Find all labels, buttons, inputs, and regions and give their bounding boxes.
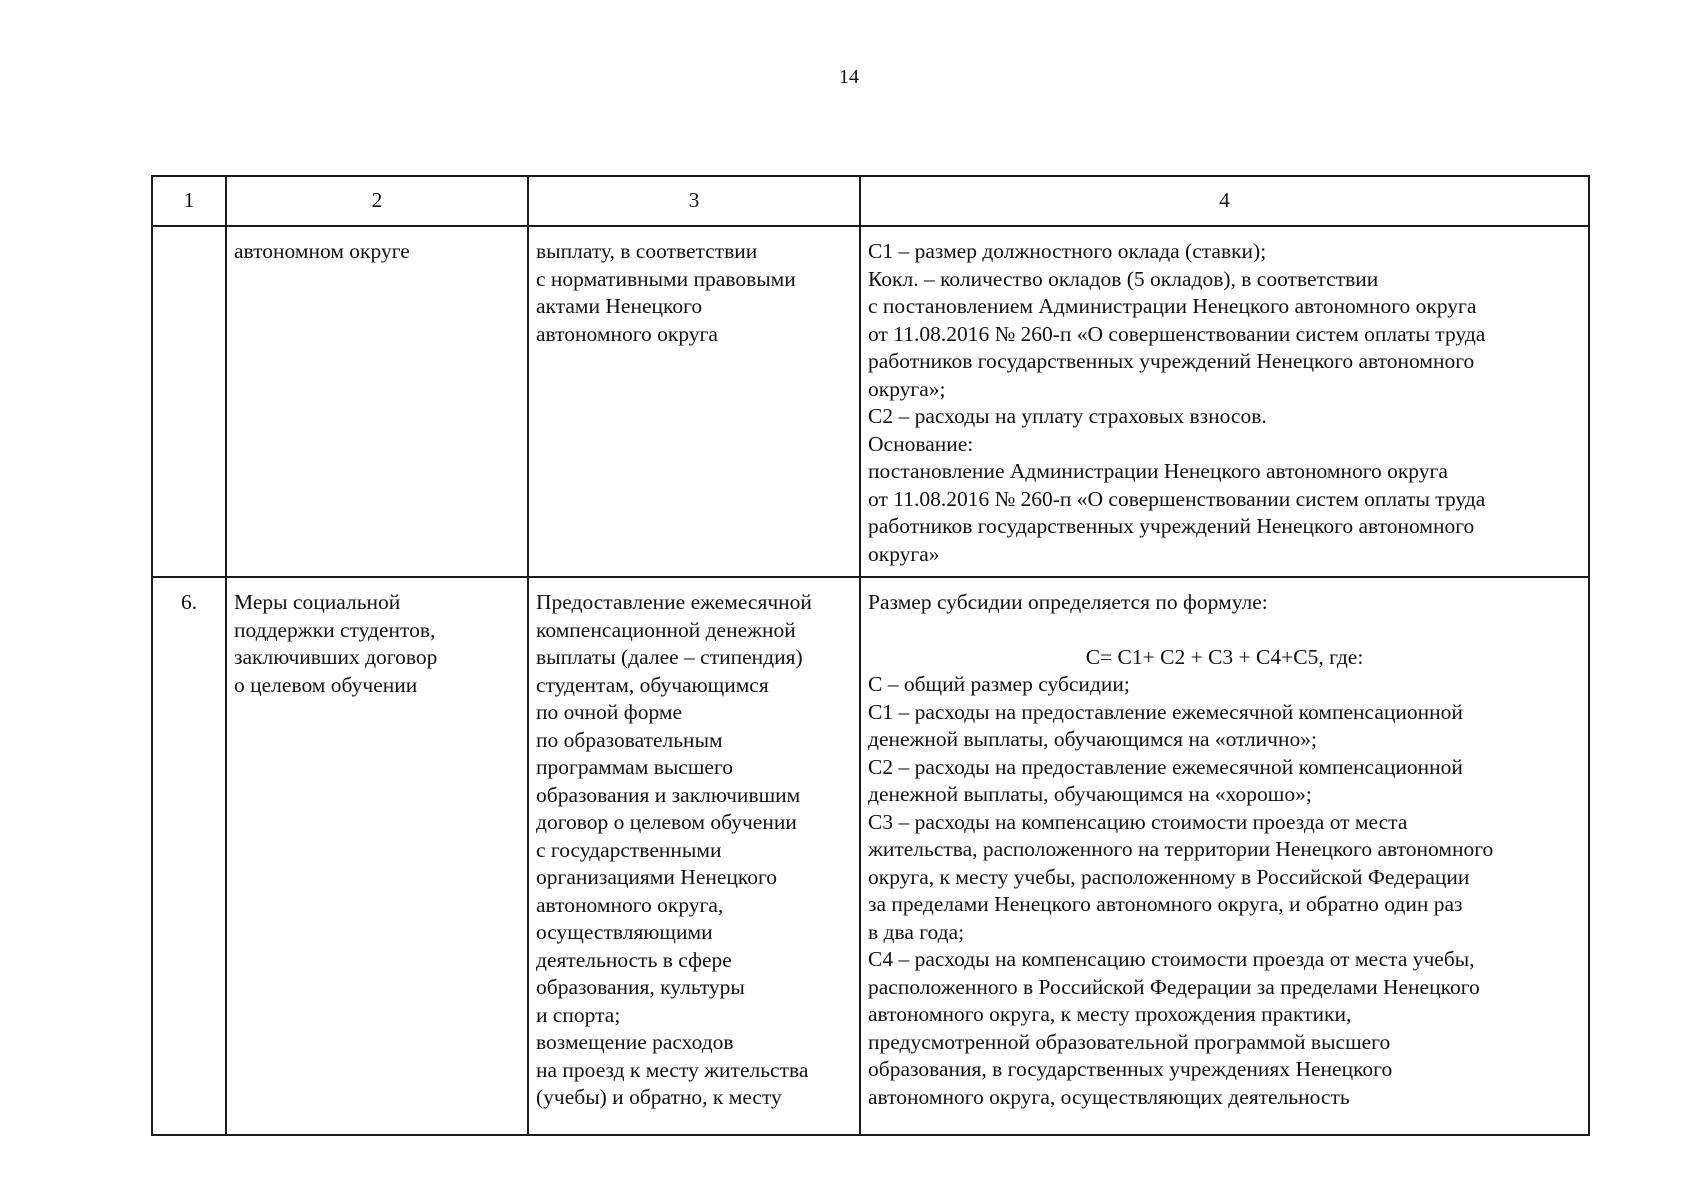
header-cell-4: 4	[860, 176, 1589, 226]
row-number-cell	[152, 226, 226, 577]
formula-intro: Размер субсидии определяется по формуле:	[868, 590, 1268, 614]
header-cell-1: 1	[152, 176, 226, 226]
calculation-cell: С1 – размер должностного оклада (ставки); Кокл. – количество окладов (5 окладов), в соответствии с постановлением Администрации Ненецкого автономного округа от 11.08.2016 № 260-п «О совершенствовании систем оплаты труда работников государственных учреждений Ненецкого автономного округа»; С2 – расходы на уплату страховых взносов. Основание: постановление Администрации Ненецкого автономного округа от 11.08.2016 № 260-п «О совершенствовании систем оплаты труда работников государственных учреждений Ненецкого автономного округа»	[860, 226, 1589, 577]
header-cell-2: 2	[226, 176, 528, 226]
formula-explanation: С – общий размер субсидии; С1 – расходы на предоставление ежемесячной компенсационной денежной выплаты, обучающимся на «отлично»; С2 – расходы на предоставление ежемесячной компенсационной денежной выплаты, обучающимся на «хорошо»; С3 – расходы на компенсацию стоимости проезда от места жительства, расположенного на территории Ненецкого автономного округа, к месту учебы, расположенному в Российской Федерации за пределами Ненецкого автономного округа, и обратно один раз в два года; С4 – расходы на компенсацию стоимости проезда от места учебы, расположенного в Российской Федерации за пределами Ненецкого автономного округа, к месту прохождения практики, предусмотренной образовательной программой высшего образования, в государственных учреждениях Ненецкого автономного округа, осуществляющих деятельность	[868, 672, 1494, 1109]
measure-description-cell: выплату, в соответствии с нормативными правовыми актами Ненецкого автономного округа	[528, 226, 860, 577]
measure-name-cell: Меры социальной поддержки студентов, заключивших договор о целевом обучении	[226, 577, 528, 1135]
document-table	[151, 175, 1590, 1136]
header-cell-3: 3	[528, 176, 860, 226]
table-row	[152, 577, 1589, 1135]
table-row	[152, 226, 1589, 577]
table-header-row	[152, 176, 1589, 226]
row-number-cell: 6.	[152, 577, 226, 1135]
page-number: 14	[839, 66, 859, 88]
calculation-cell	[860, 577, 1589, 1135]
measure-description-cell: Предоставление ежемесячной компенсационной денежной выплаты (далее – стипендия) студентам, обучающимся по очной форме по образовательным программам высшего образования и заключившим договор о целевом обучении с государственными организациями Ненецкого автономного округа, осуществляющими деятельность в сфере образования, культуры и спорта; возмещение расходов на проезд к месту жительства (учебы) и обратно, к месту	[528, 577, 860, 1135]
formula: С= С1+ С2 + С3 + С4+С5, где:	[1085, 644, 1364, 669]
measure-name-cell: автономном округе	[226, 226, 528, 577]
